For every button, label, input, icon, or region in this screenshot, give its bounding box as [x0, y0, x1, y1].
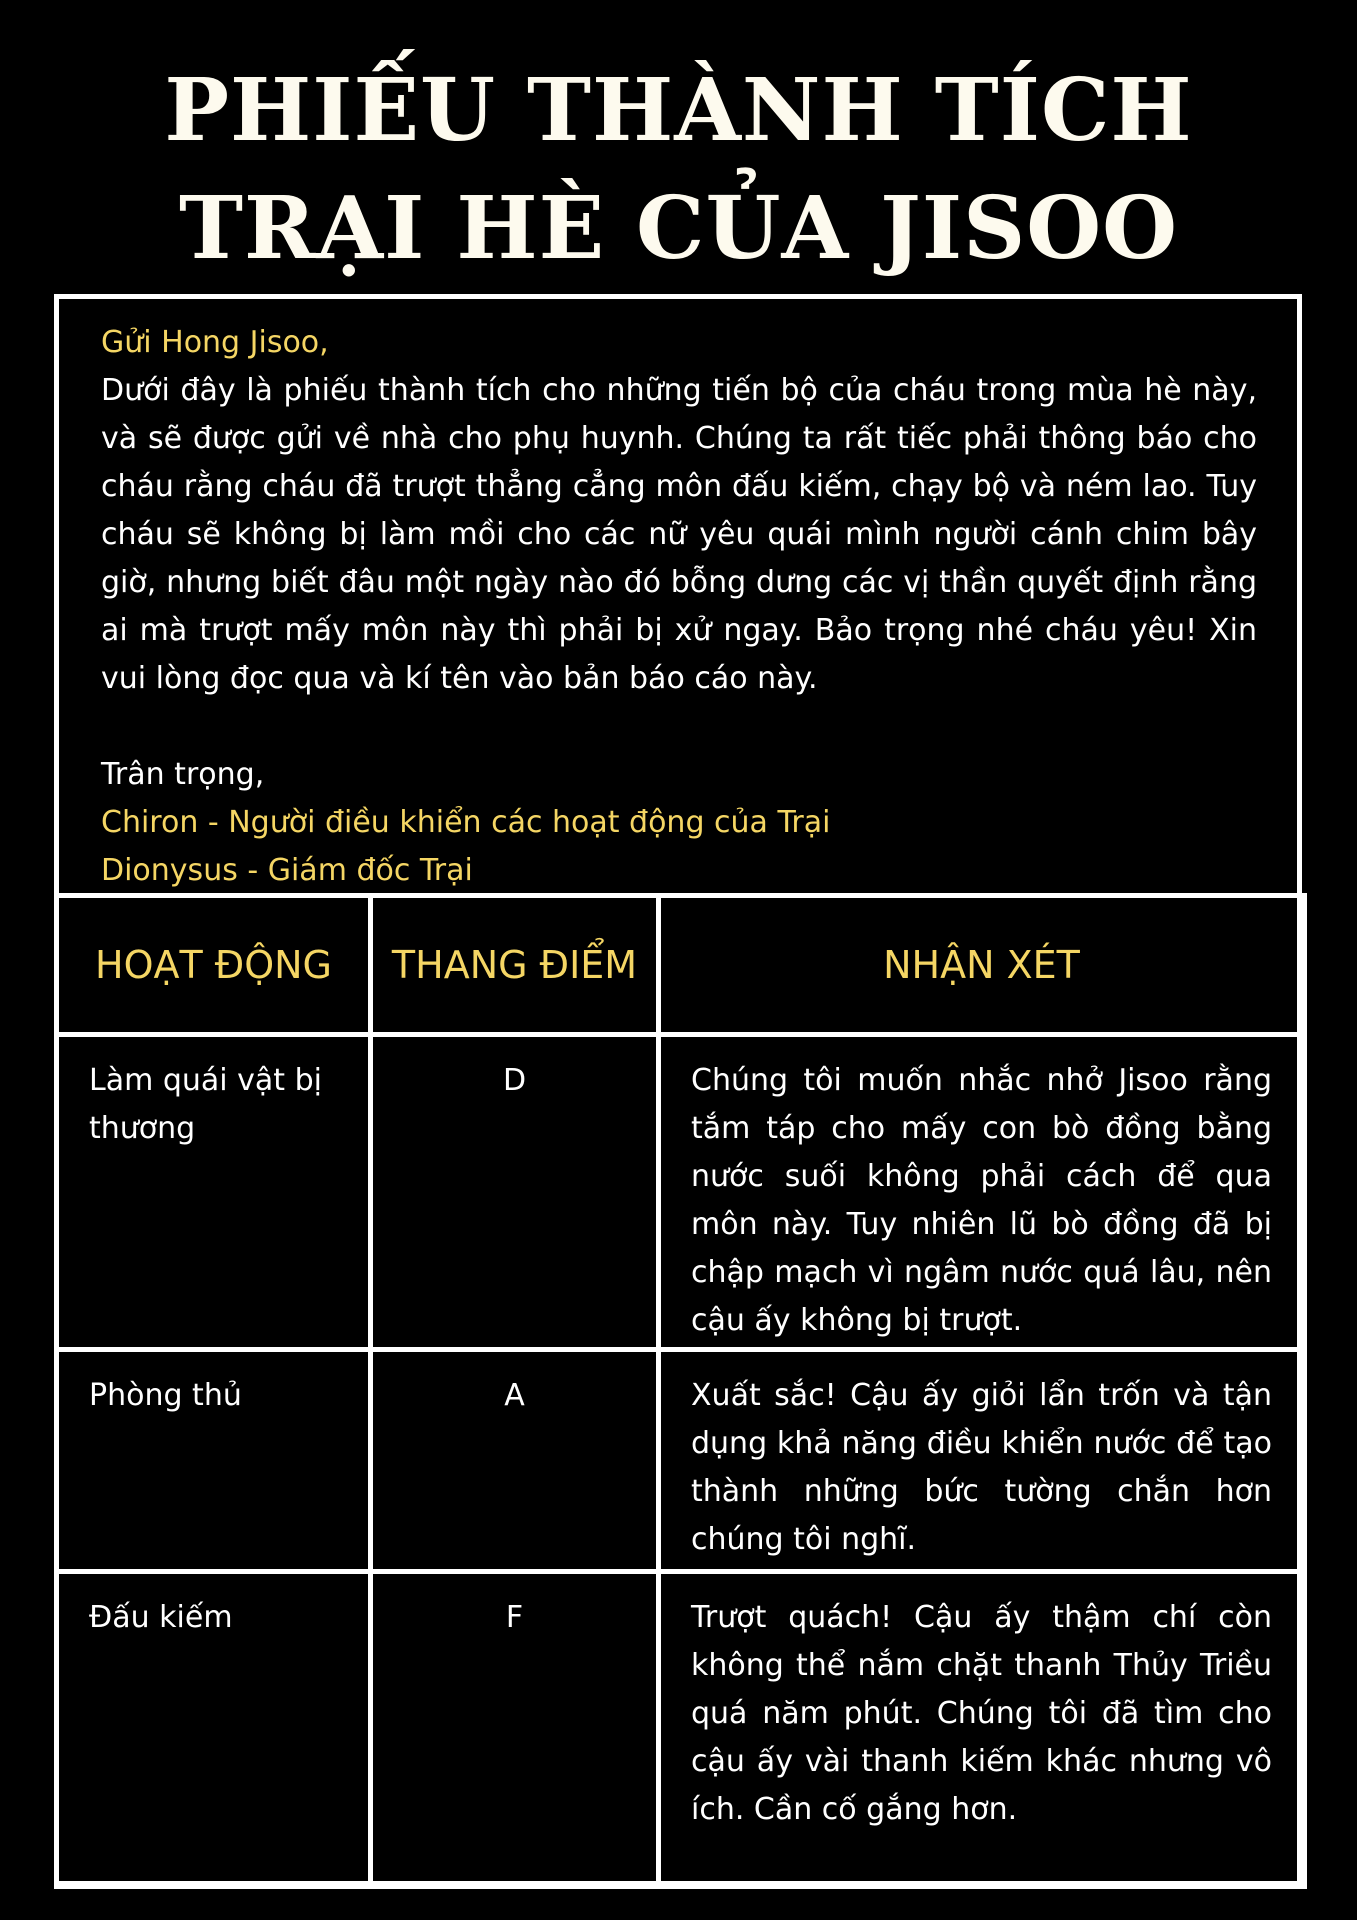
page-title-line-2: TRẠI HÈ CỦA JISOO	[178, 178, 1179, 279]
activity-cell: Phòng thủ	[57, 1350, 371, 1572]
letter-closing: Trân trọng,	[101, 757, 265, 792]
activity-cell: Làm quái vật bị thương	[57, 1035, 371, 1350]
grades-table-header-row	[57, 896, 1305, 1035]
letter-body: Dưới đây là phiếu thành tích cho những tiến bộ của cháu trong mùa hè này, và sẽ được gửi về nhà cho phụ huynh. Chúng ta rất tiếc phải thông báo cho cháu rằng cháu đã trượt thẳng cẳng môn đấu kiếm, chạy bộ và ném lao. Tuy cháu sẽ không bị làm mồi cho các nữ yêu quái mình người cánh chim bây giờ, nhưng biết đâu một ngày nào đó bỗng dưng các vị thần quyết định rằng ai mà trượt mấy môn này thì phải bị xử ngay. Bảo trọng nhé cháu yêu! Xin vui lòng đọc qua và kí tên vào bản báo cáo này.	[101, 373, 1257, 696]
signature-dionysus: Dionysus - Giám đốc Trại	[101, 853, 473, 888]
header-comment: NHẬN XÉT	[659, 896, 1305, 1035]
table-row	[57, 1350, 1305, 1572]
comment-cell: Chúng tôi muốn nhắc nhở Jisoo rằng tắm táp cho mấy con bò đồng bằng nước suối không phải cách để qua môn này. Tuy nhiên lũ bò đồng đã bị chập mạch vì ngâm nước quá lâu, nên cậu ấy không bị trượt.	[659, 1035, 1305, 1350]
comment-cell: Trượt quách! Cậu ấy thậm chí còn không thể nắm chặt thanh Thủy Triều quá năm phút. Chúng tôi đã tìm cho cậu ấy vài thanh kiếm khác nhưng vô ích. Cần cố gắng hơn.	[659, 1572, 1305, 1887]
header-activity: HOẠT ĐỘNG	[57, 896, 371, 1035]
table-row	[57, 1572, 1305, 1887]
grade-cell: F	[371, 1572, 659, 1887]
signature-chiron: Chiron - Người điều khiển các hoạt động của Trại	[101, 805, 831, 840]
letter-greeting: Gửi Hong Jisoo,	[101, 325, 329, 360]
table-row	[57, 1035, 1305, 1350]
letter-section	[59, 299, 1297, 899]
grade-cell: D	[371, 1035, 659, 1350]
page-title	[0, 52, 1357, 288]
grades-table	[54, 893, 1307, 1889]
activity-cell: Đấu kiếm	[57, 1572, 371, 1887]
comment-cell: Xuất sắc! Cậu ấy giỏi lẩn trốn và tận dụng khả năng điều khiển nước để tạo thành những bức tường chắn hơn chúng tôi nghĩ.	[659, 1350, 1305, 1572]
grade-cell: A	[371, 1350, 659, 1572]
header-grade: THANG ĐIỂM	[371, 896, 659, 1035]
page-title-line-1: PHIẾU THÀNH TÍCH	[164, 60, 1193, 161]
report-card	[54, 294, 1302, 1886]
